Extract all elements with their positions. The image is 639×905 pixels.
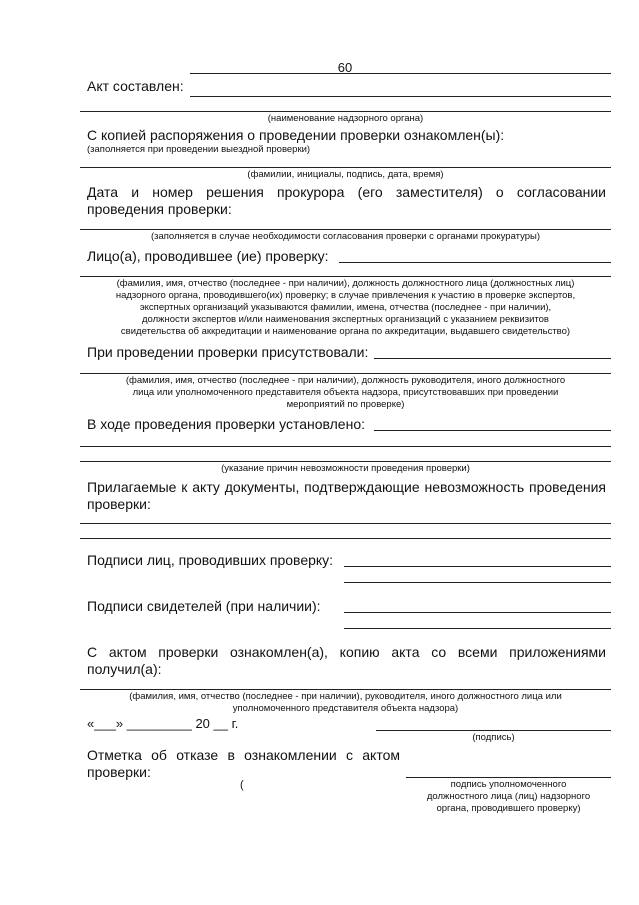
prosecutor-title-line1: Дата и номер решения прокурора (его заместителя) о согласовании xyxy=(87,184,606,200)
inspector-caption-line: должности экспертов и/или наименования экспертных организаций с указанием реквизитов xyxy=(142,314,549,325)
established-field-2[interactable] xyxy=(80,446,611,447)
witness-signatures-label: Подписи свидетелей (при наличии): xyxy=(87,598,321,614)
inspector-signatures-label: Подписи лиц, проводивших проверку: xyxy=(87,552,334,568)
familiarized-field[interactable] xyxy=(80,689,611,690)
act-composed-field[interactable] xyxy=(190,96,611,97)
page-number: 60 xyxy=(337,60,353,75)
copy-order-title: С копией распоряжения о проведении проверки ознакомлен(ы): xyxy=(87,127,505,143)
attached-docs-line2: проверки: xyxy=(87,496,151,512)
familiarized-caption-line: (фамилия, имя, отчество (последнее - при наличии), руководителя, иного должностного лица или xyxy=(129,691,562,702)
signature-caption: (подпись) xyxy=(472,732,515,743)
familiarized-line1: С актом проверки ознакомлен(а), копию акта со всеми приложениями xyxy=(87,644,606,660)
attached-docs-field-2[interactable] xyxy=(80,538,611,539)
inspector-caption-line: (фамилия, имя, отчество (последнее - при наличии), должность должностного лица (должностных лиц) xyxy=(116,278,575,289)
established-field[interactable] xyxy=(374,430,611,431)
witness-signature-field[interactable] xyxy=(344,612,611,613)
refusal-caption-line: должностного лица (лиц) надзорного xyxy=(426,791,591,802)
familiarized-line2: получил(а): xyxy=(87,661,162,677)
inspector-label: Лицо(а), проводившее (ие) проверку: xyxy=(87,248,329,264)
inspector-caption-line: надзорного органа, проводившего(их) проверку; в случае привлечения к участию в проверке экспертов, xyxy=(115,290,576,301)
present-label: При проведении проверки присутствовали: xyxy=(87,344,369,360)
date-line[interactable]: «___» _________ 20 __ г. xyxy=(87,716,239,731)
inspector-field-2[interactable] xyxy=(80,276,611,277)
prosecutor-title-line2: проведения проверки: xyxy=(87,201,232,217)
refusal-line1: Отметка об отказе в ознакомлении с актом xyxy=(87,747,400,763)
present-field-2[interactable] xyxy=(80,373,611,374)
act-composed-field-2[interactable] xyxy=(80,111,611,112)
witness-signature-field-2[interactable] xyxy=(344,628,611,629)
present-caption-line: мероприятий по проверке) xyxy=(286,399,405,410)
inspector-signature-field[interactable] xyxy=(344,566,611,567)
prosecutor-field[interactable] xyxy=(80,229,611,230)
supervisory-body-caption: (наименование надзорного органа) xyxy=(267,113,424,124)
copy-order-field[interactable] xyxy=(80,167,611,168)
attached-docs-field[interactable] xyxy=(80,523,611,524)
inspector-caption-line: свидетельства об аккредитации и наименование органа по аккредитации, выдавшего свидетельство) xyxy=(120,326,571,337)
signature-field[interactable] xyxy=(376,730,611,731)
established-field-3[interactable] xyxy=(80,461,611,462)
refusal-line2: проверки: xyxy=(87,764,151,780)
present-caption-line: (фамилия, имя, отчество (последнее - при наличии), должность руководителя, иного должностного xyxy=(125,375,566,386)
familiarized-caption-line: уполномоченного представителя объекта надзора) xyxy=(232,703,459,714)
present-caption-line: лица или уполномоченного представителя объекта надзора, присутствовавших при проведении xyxy=(132,387,559,398)
names-caption: (фамилии, инициалы, подпись, дата, время) xyxy=(247,169,444,180)
impossibility-caption: (указание причин невозможности проведения проверки) xyxy=(221,463,470,474)
present-field[interactable] xyxy=(374,358,611,359)
copy-order-note: (заполняется при проведении выездной проверки) xyxy=(87,144,311,155)
inspector-signature-field-2[interactable] xyxy=(344,582,611,583)
act-composed-label: Акт составлен: xyxy=(87,78,184,94)
refusal-caption-line: органа, проводившего проверку) xyxy=(436,803,581,814)
attached-docs-line1: Прилагаемые к акту документы, подтверждающие невозможность проведения xyxy=(87,479,606,495)
underline xyxy=(190,73,611,74)
inspector-field[interactable] xyxy=(339,262,611,263)
prosecutor-caption: (заполняется в случае необходимости согласования проверки с органами прокуратуры) xyxy=(150,231,541,242)
refusal-signature-field[interactable] xyxy=(406,777,611,778)
refusal-paren: ( xyxy=(240,779,244,791)
established-label: В ходе проведения проверки установлено: xyxy=(87,416,366,432)
refusal-caption-line: подпись уполномоченного xyxy=(450,779,567,790)
inspector-caption-line: экспертных организаций указываются фамилии, имена, отчества (последнее - при наличии), xyxy=(139,302,552,313)
